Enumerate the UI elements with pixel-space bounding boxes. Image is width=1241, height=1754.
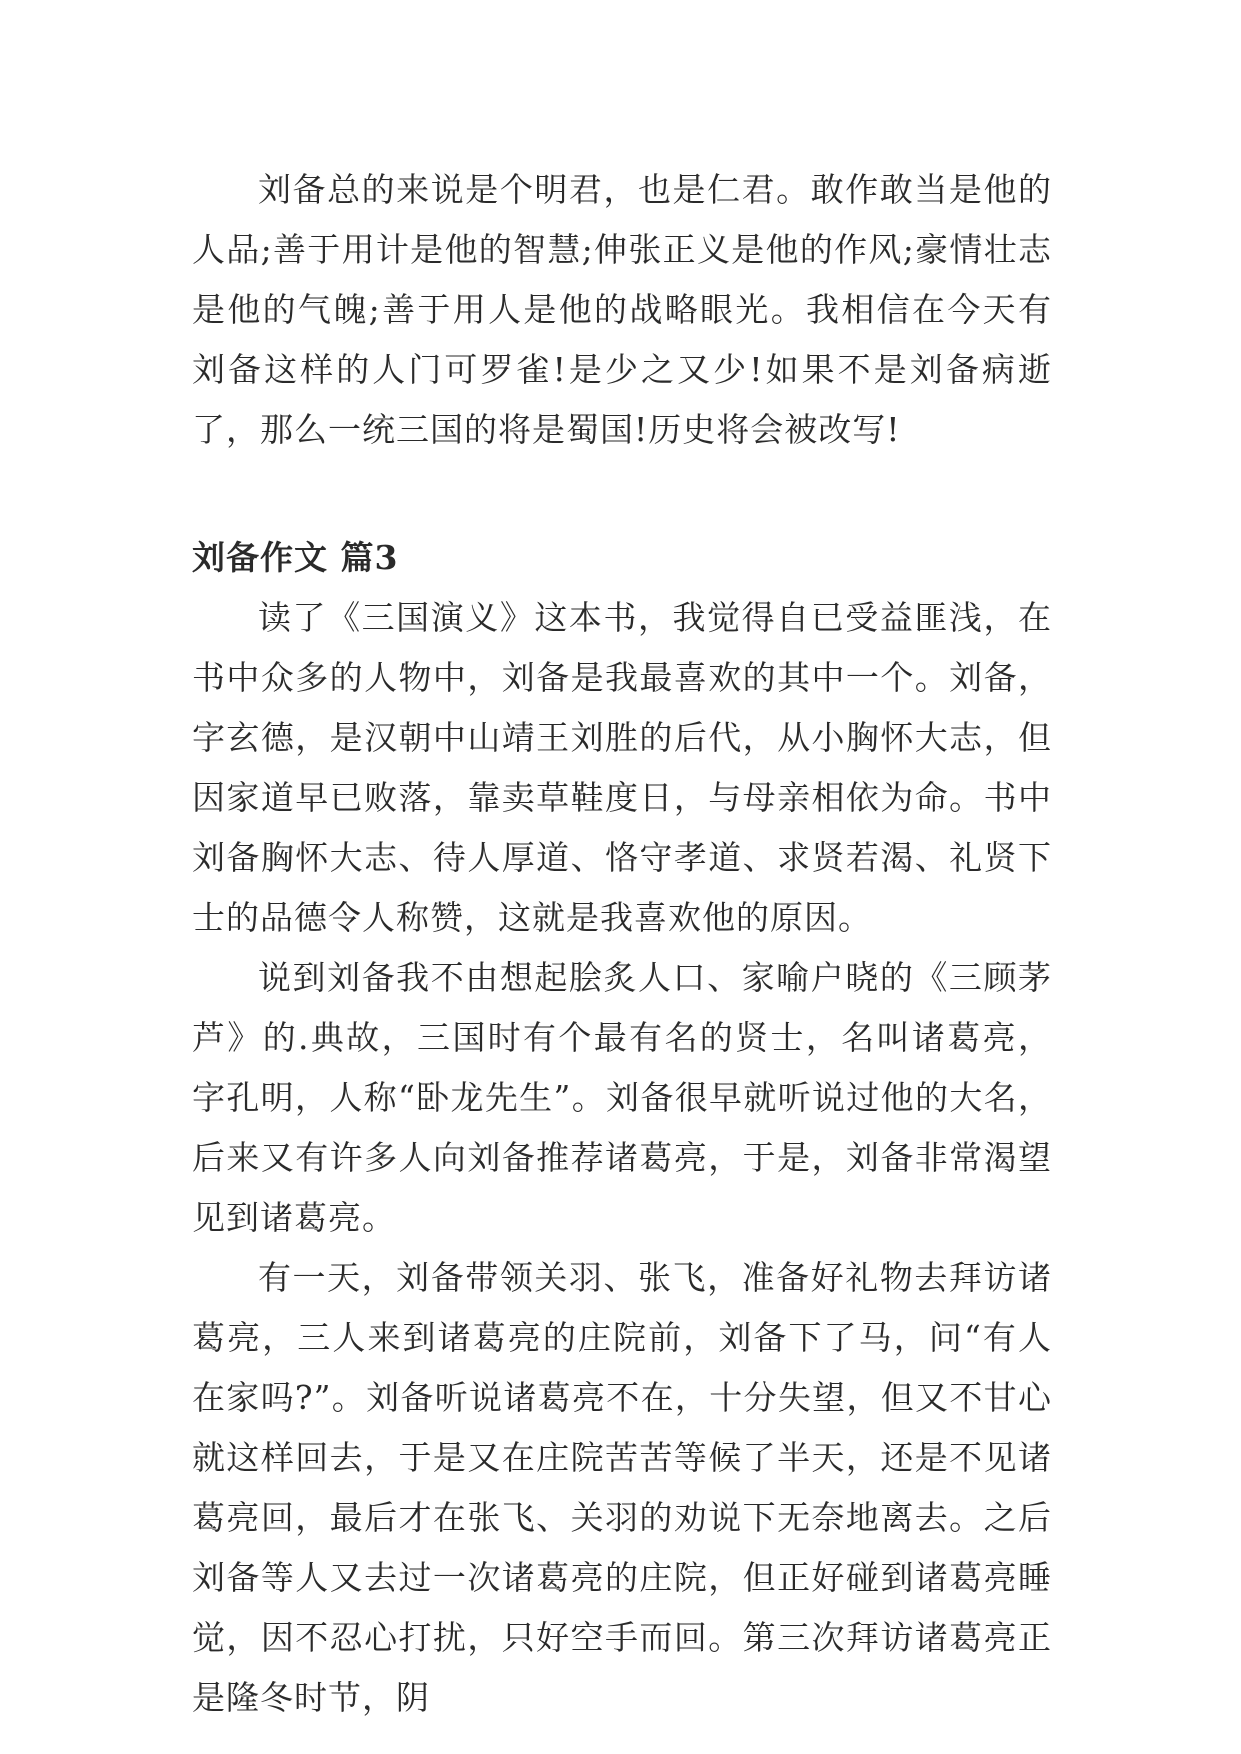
- body-paragraph: 读了《三国演义》这本书，我觉得自已受益匪浅，在书中众多的人物中，刘备是我最喜欢的其中一个。刘备，字玄德，是汉朝中山靖王刘胜的后代，从小胸怀大志，但因家道早已败落，靠卖草鞋度日，与母亲相依为命。书中刘备胸怀大志、待人厚道、恪守孝道、求贤若渴、礼贤下士的品德令人称赞，这就是我喜欢他的原因。: [192, 598, 1052, 937]
- section-heading: 刘备作文 篇3: [192, 538, 399, 577]
- section-spacer: [192, 460, 1052, 528]
- document-body: [192, 160, 1052, 1728]
- body-paragraph: 说到刘备我不由想起脍炙人口、家喻户晓的《三顾茅芦》的.典故，三国时有个最有名的贤士，名叫诸葛亮，字孔明，人称“卧龙先生”。刘备很早就听说过他的大名，后来又有许多人向刘备推荐诸葛亮，于是，刘备非常渴望见到诸葛亮。: [192, 958, 1052, 1237]
- body-paragraph: 有一天，刘备带领关羽、张飞，准备好礼物去拜访诸葛亮，三人来到诸葛亮的庄院前，刘备下了马，问“有人在家吗?”。刘备听说诸葛亮不在，十分失望，但又不甘心就这样回去，于是又在庄院苦苦等候了半天，还是不见诸葛亮回，最后才在张飞、关羽的劝说下无奈地离去。之后刘备等人又去过一次诸葛亮的庄院，但正好碰到诸葛亮睡觉，因不忍心打扰，只好空手而回。第三次拜访诸葛亮正是隆冬时节，阴: [192, 1258, 1052, 1717]
- intro-paragraph: 刘备总的来说是个明君，也是仁君。敢作敢当是他的人品;善于用计是他的智慧;伸张正义是他的作风;豪情壮志是他的气魄;善于用人是他的战略眼光。我相信在今天有刘备这样的人门可罗雀!是少之又少!如果不是刘备病逝了，那么一统三国的将是蜀国!历史将会被改写!: [192, 170, 1052, 449]
